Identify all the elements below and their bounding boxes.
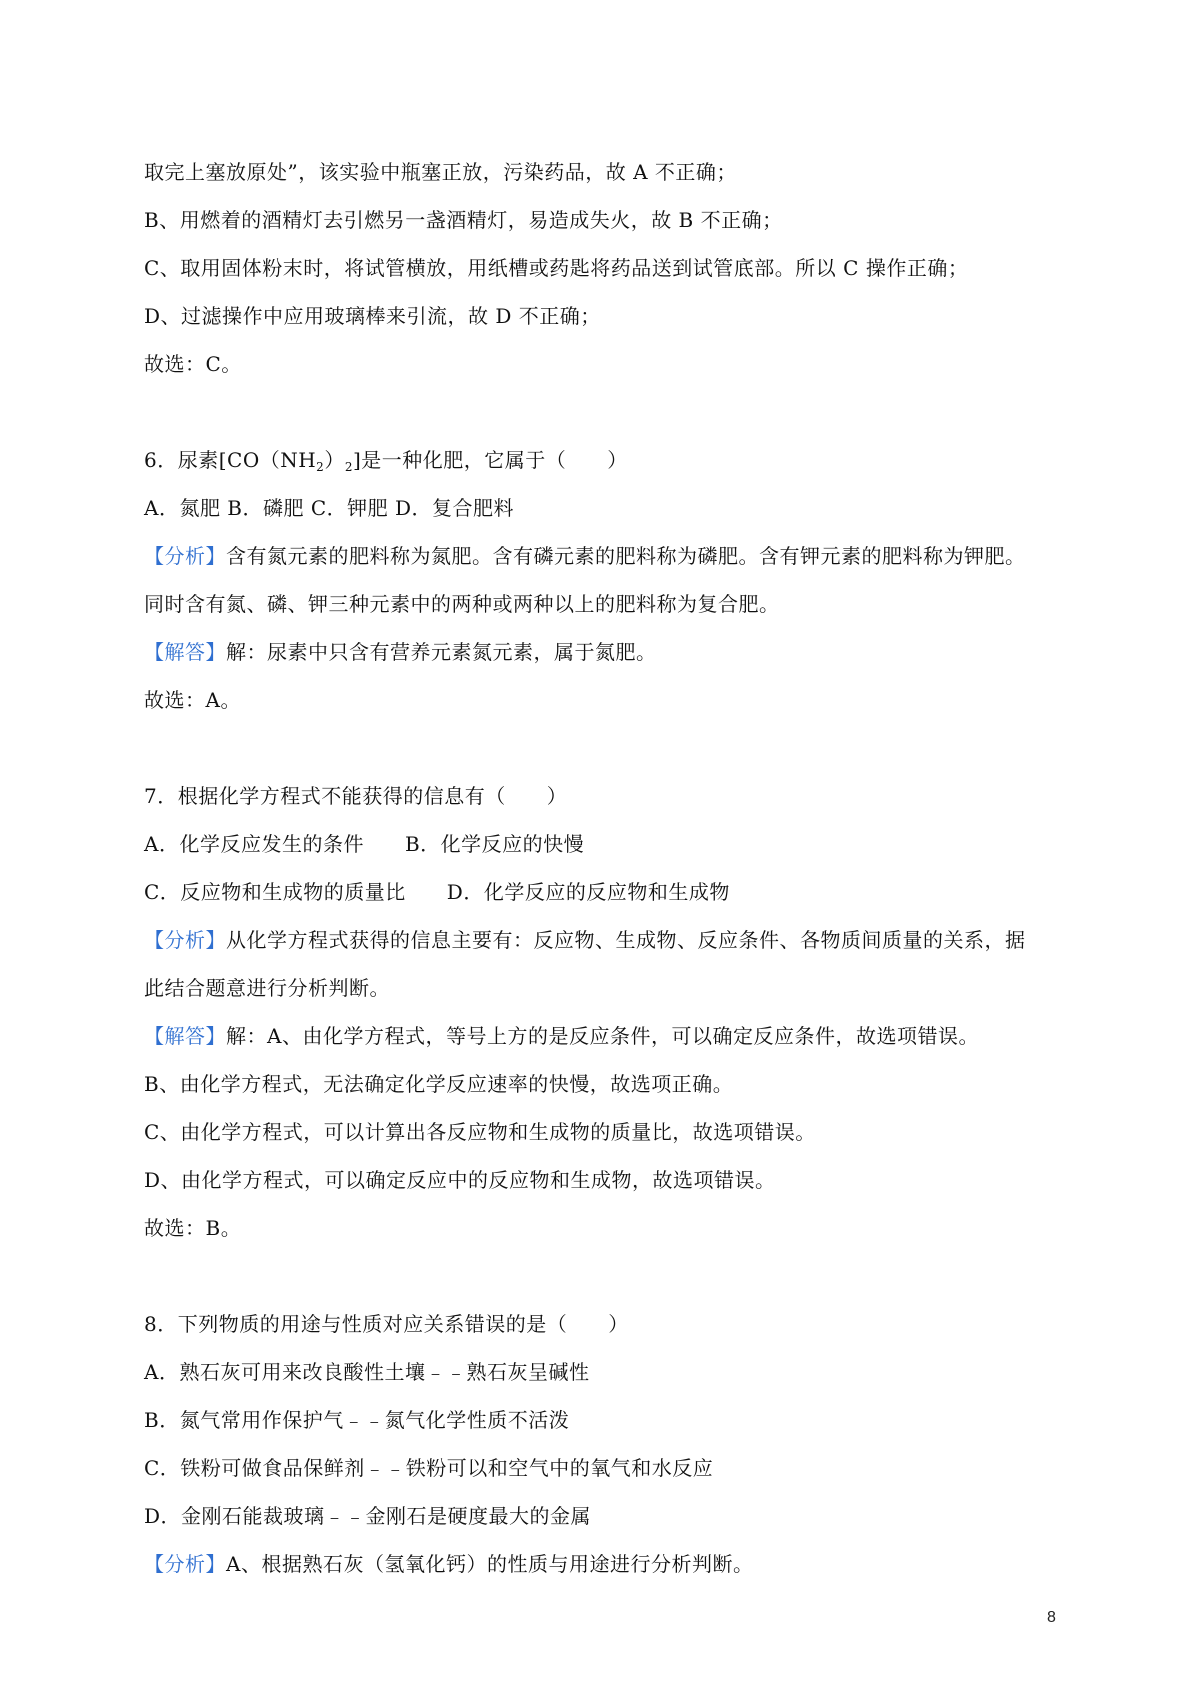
- question-7-analysis: 【分析】从化学方程式获得的信息主要有：反应物、生成物、反应条件、各物质间质量的关系，据: [144, 928, 1026, 952]
- question-8-option-b: B．氮气常用作保护气﹣﹣氮气化学性质不活泼: [144, 1408, 570, 1432]
- page-content: [144, 148, 1084, 1588]
- spacer: [144, 1252, 1084, 1300]
- question-7-answer-cont: B、由化学方程式，无法确定化学反应速率的快慢，故选项正确。: [144, 1072, 734, 1096]
- question-6-answer: 【解答】解：尿素中只含有营养元素氮元素，属于氮肥。: [144, 640, 657, 664]
- question-7-choice: 故选：B。: [144, 1216, 242, 1240]
- question-6-choice: 故选：A。: [144, 688, 241, 712]
- question-8-option-a: A．熟石灰可用来改良酸性土壤﹣﹣熟石灰呈碱性: [144, 1360, 590, 1384]
- question-7-options: A．化学反应发生的条件 B．化学反应的快慢: [144, 832, 585, 856]
- spacer: [144, 724, 1084, 772]
- question-6-stem: 6．尿素$[CO(NH_2)_2]$是一种化肥，它属于（ ）: [144, 448, 628, 474]
- spacer: [144, 388, 1084, 436]
- text-line: 故选：C。: [144, 352, 242, 376]
- text-line: D、过滤操作中应用玻璃棒来引流，故 D 不正确；: [144, 304, 601, 328]
- question-8-stem: 8．下列物质的用途与性质对应关系错误的是（ ）: [144, 1312, 629, 1336]
- page-number: 8: [1047, 1609, 1056, 1626]
- subscript: 2: [344, 460, 353, 474]
- answer-tag: 【解答】: [144, 1024, 226, 1048]
- question-7-answer-cont: C、由化学方程式，可以计算出各反应物和生成物的质量比，故选项错误。: [144, 1120, 816, 1144]
- question-8-analysis: 【分析】A、根据熟石灰（氢氧化钙）的性质与用途进行分析判断。: [144, 1552, 754, 1576]
- analysis-tag: 【分析】: [144, 544, 226, 568]
- text-line: C、取用固体粉末时，将试管横放，用纸槽或药匙将药品送到试管底部。所以 C 操作正确；: [144, 256, 969, 280]
- question-6-analysis: 【分析】含有氮元素的肥料称为氮肥。含有磷元素的肥料称为磷肥。含有钾元素的肥料称为钾肥。: [144, 544, 1026, 568]
- text-line: 取完上塞放原处”，该实验中瓶塞正放，污染药品，故 A 不正确；: [144, 160, 737, 184]
- text-line: B、用燃着的酒精灯去引燃另一盏酒精灯，易造成失火，故 B 不正确；: [144, 208, 783, 232]
- subscript: 2: [316, 460, 325, 474]
- question-7-answer-cont: D、由化学方程式，可以确定反应中的反应物和生成物，故选项错误。: [144, 1168, 776, 1192]
- question-8-option-c: C．铁粉可做食品保鲜剂﹣﹣铁粉可以和空气中的氧气和水反应: [144, 1456, 714, 1480]
- question-7-stem: 7．根据化学方程式不能获得的信息有（ ）: [144, 784, 568, 808]
- question-7-answer: 【解答】解：A、由化学方程式，等号上方的是反应条件，可以确定反应条件，故选项错误。: [144, 1024, 979, 1048]
- question-6-options: A．氮肥 B．磷肥 C．钾肥 D．复合肥料: [144, 496, 515, 520]
- analysis-tag: 【分析】: [144, 1552, 226, 1576]
- answer-tag: 【解答】: [144, 640, 226, 664]
- question-7-analysis-cont: 此结合题意进行分析判断。: [144, 976, 390, 1000]
- question-6-analysis-cont: 同时含有氮、磷、钾三种元素中的两种或两种以上的肥料称为复合肥。: [144, 592, 780, 616]
- question-8-option-d: D．金刚石能裁玻璃﹣﹣金刚石是硬度最大的金属: [144, 1504, 592, 1528]
- analysis-tag: 【分析】: [144, 928, 226, 952]
- question-7-options: C．反应物和生成物的质量比 D．化学反应的反应物和生成物: [144, 880, 730, 904]
